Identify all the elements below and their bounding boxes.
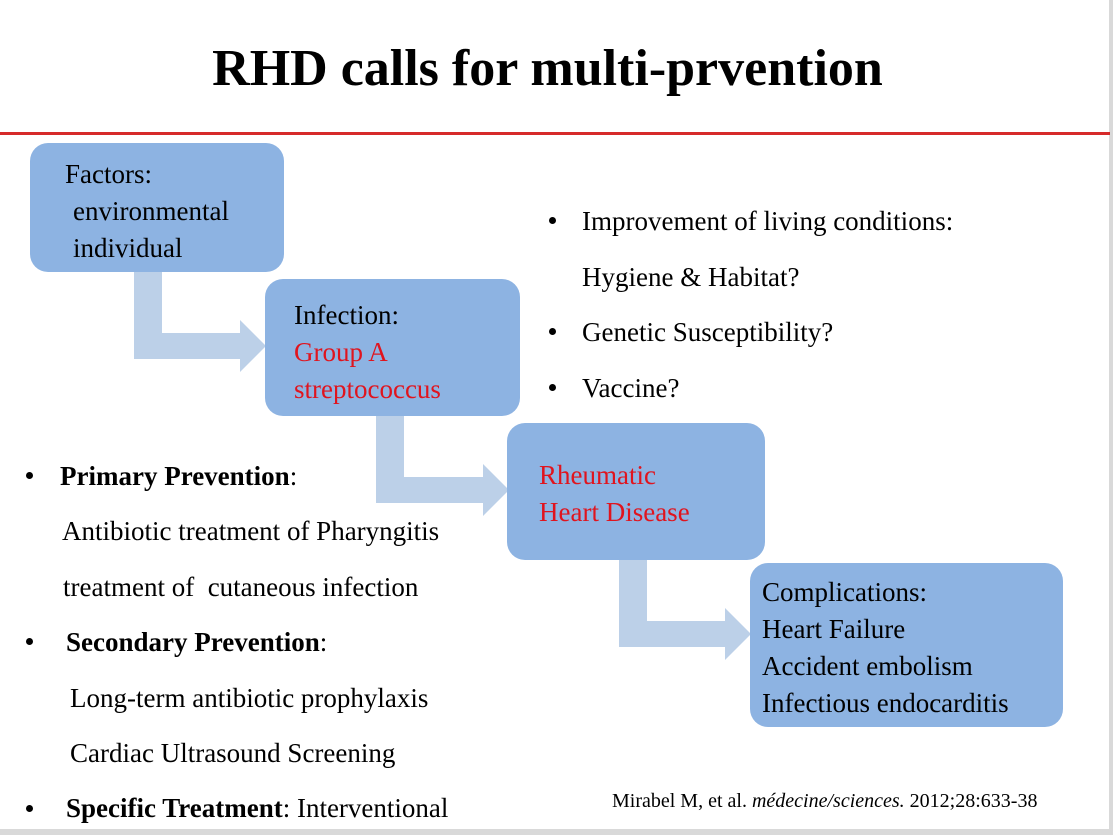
bullet-vaccine: Vaccine? bbox=[582, 373, 680, 403]
specific-treatment-heading: Specific Treatment: Interventional bbox=[66, 793, 449, 823]
title-divider bbox=[0, 132, 1110, 135]
bullet-dot bbox=[26, 805, 33, 812]
primary-prevention-heading: Primary Prevention: bbox=[60, 461, 298, 491]
infection-heading: Infection: bbox=[294, 300, 399, 330]
slide-frame-right bbox=[1109, 0, 1113, 835]
citation-journal: médecine/sciences. bbox=[751, 790, 905, 812]
factors-heading: Factors: bbox=[65, 159, 152, 189]
arrow-infection-to-rhd bbox=[376, 414, 512, 516]
infection-box bbox=[265, 279, 520, 416]
bullet-dot bbox=[549, 217, 556, 224]
primary-item-pharyngitis: Antibiotic treatment of Pharyngitis bbox=[62, 516, 440, 546]
rhd-line-1: Rheumatic bbox=[539, 460, 656, 490]
bullet-hygiene-habitat: Hygiene & Habitat? bbox=[582, 262, 800, 292]
citation bbox=[612, 787, 1037, 815]
bullet-genetic: Genetic Susceptibility? bbox=[582, 317, 834, 347]
arrow-rhd-to-complications bbox=[619, 558, 755, 662]
infection-agent-line-1: Group A bbox=[294, 337, 388, 367]
complication-embolism: Accident embolism bbox=[762, 651, 973, 681]
bullet-dot bbox=[549, 328, 556, 335]
secondary-prevention-heading: Secondary Prevention: bbox=[66, 627, 328, 657]
secondary-item-screening: Cardiac Ultrasound Screening bbox=[70, 738, 396, 768]
complications-box bbox=[750, 563, 1063, 727]
complication-heart-failure: Heart Failure bbox=[762, 614, 906, 644]
complication-endocarditis: Infectious endocarditis bbox=[762, 688, 1009, 718]
rhd-line-2: Heart Disease bbox=[539, 497, 690, 527]
arrow-factors-to-infection bbox=[134, 270, 270, 372]
infection-agent-line-2: streptococcus bbox=[294, 374, 441, 404]
complications-heading: Complications: bbox=[762, 577, 927, 607]
factors-box bbox=[30, 143, 284, 272]
secondary-item-prophylaxis: Long-term antibiotic prophylaxis bbox=[70, 683, 429, 713]
bullet-dot bbox=[26, 472, 33, 479]
slide-frame-bottom bbox=[0, 829, 1113, 835]
bullet-dot bbox=[549, 384, 556, 391]
bullet-dot bbox=[26, 638, 33, 645]
factors-environmental: environmental bbox=[73, 196, 229, 226]
bullet-living-conditions: Improvement of living conditions: bbox=[582, 206, 954, 236]
slide-title: RHD calls for multi-prvention bbox=[212, 40, 883, 97]
rheumatic-heart-disease-box bbox=[507, 423, 765, 560]
citation-authors: Mirabel M, et al. bbox=[612, 790, 747, 812]
factors-individual: individual bbox=[73, 233, 183, 263]
primary-item-cutaneous: treatment of cutaneous infection bbox=[63, 572, 419, 602]
citation-details: 2012;28:633-38 bbox=[909, 790, 1038, 812]
